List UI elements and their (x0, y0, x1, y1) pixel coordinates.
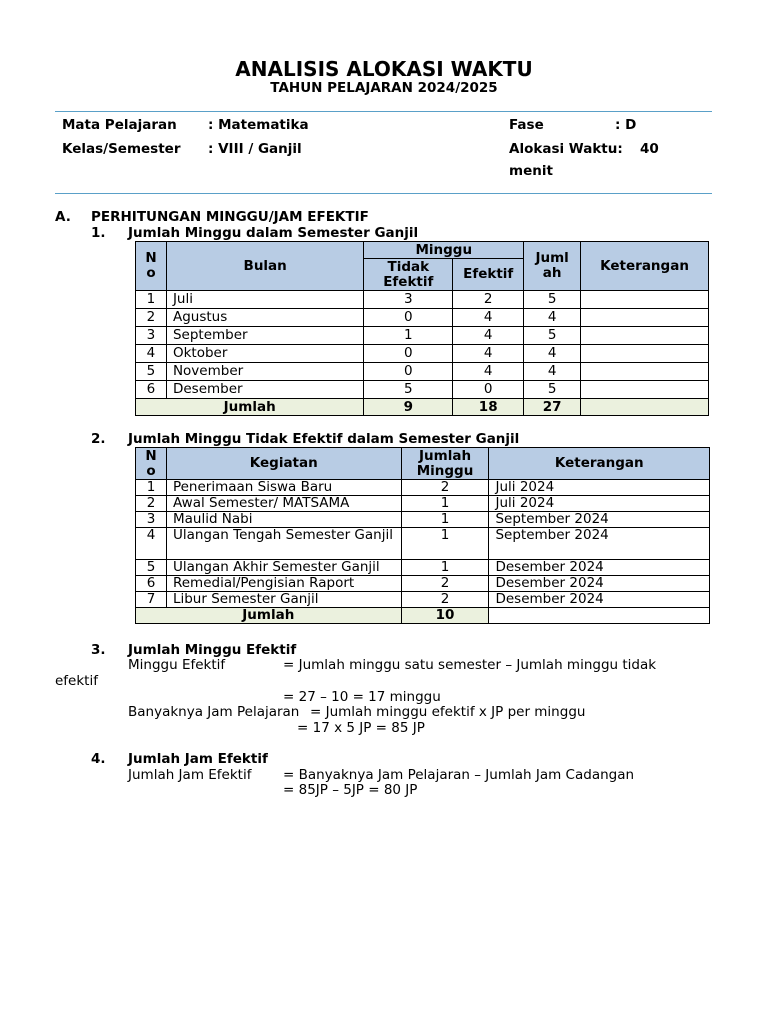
minggu-efektif-result: = 27 – 10 = 17 minggu (283, 689, 441, 705)
total-row (136, 608, 710, 624)
sub1-number: 1. (91, 225, 106, 241)
alokasi-unit: menit (509, 163, 553, 179)
sub4-number: 4. (91, 751, 106, 767)
cell-keterangan (581, 345, 709, 363)
col-no: N o (136, 448, 167, 480)
table-row (136, 309, 709, 327)
table-row (136, 528, 710, 560)
fase-label: Fase (509, 117, 544, 133)
cell-keterangan: Juli 2024 (489, 496, 710, 512)
alokasi-value: 40 (640, 141, 659, 157)
cell-no: 1 (136, 480, 167, 496)
mapel-label: Mata Pelajaran (62, 117, 177, 133)
cell-jumlah-minggu: 2 (401, 480, 489, 496)
jam-pelajaran-formula: = Jumlah minggu efektif x JP per minggu (310, 704, 586, 720)
cell-no: 4 (136, 345, 167, 363)
cell-no: 6 (136, 381, 167, 399)
cell-keterangan: Desember 2024 (489, 592, 710, 608)
col-keterangan: Keterangan (581, 242, 709, 291)
minggu-efektif-formula: = Jumlah minggu satu semester – Jumlah minggu tidak (283, 657, 657, 673)
sub1-title: Jumlah Minggu dalam Semester Ganjil (128, 225, 419, 241)
table-row (136, 363, 709, 381)
section-a-letter: A. (55, 209, 71, 225)
jam-pelajaran-label: Banyaknya Jam Pelajaran (128, 704, 300, 720)
cell-bulan: Desember (166, 381, 363, 399)
table-row (136, 381, 709, 399)
bottom-divider (55, 193, 712, 194)
document-subtitle: TAHUN PELAJARAN 2024/2025 (270, 80, 498, 96)
cell-keterangan: September 2024 (489, 528, 710, 560)
table-minggu-tidak-efektif (135, 447, 710, 624)
cell-keterangan: Juli 2024 (489, 480, 710, 496)
total-tidak-efektif: 9 (364, 399, 453, 416)
cell-no: 2 (136, 496, 167, 512)
cell-tidak-efektif: 5 (364, 381, 453, 399)
cell-efektif: 2 (453, 291, 524, 309)
col-bulan: Bulan (166, 242, 363, 291)
cell-bulan: Juli (166, 291, 363, 309)
cell-no: 6 (136, 576, 167, 592)
top-divider (55, 111, 712, 112)
cell-no: 7 (136, 592, 167, 608)
cell-keterangan (581, 291, 709, 309)
col-minggu: Minggu (364, 242, 524, 259)
cell-jumlah-minggu: 1 (401, 560, 489, 576)
jam-efektif-label: Jumlah Jam Efektif (128, 767, 252, 783)
cell-no: 2 (136, 309, 167, 327)
minggu-efektif-label: Minggu Efektif (128, 657, 226, 673)
sub2-title: Jumlah Minggu Tidak Efektif dalam Semester Ganjil (128, 431, 520, 447)
minggu-efektif-formula-wrap: efektif (55, 673, 98, 689)
kelas-label: Kelas/Semester (62, 141, 181, 157)
cell-tidak-efektif: 0 (364, 363, 453, 381)
total-keterangan (581, 399, 709, 416)
cell-bulan: September (166, 327, 363, 345)
cell-kegiatan: Penerimaan Siswa Baru (166, 480, 401, 496)
cell-jumlah: 4 (524, 309, 581, 327)
fase-value: : D (615, 117, 637, 133)
cell-kegiatan: Ulangan Akhir Semester Ganjil (166, 560, 401, 576)
table-row (136, 291, 709, 309)
cell-no: 1 (136, 291, 167, 309)
col-kegiatan: Kegiatan (166, 448, 401, 480)
table-row (136, 576, 710, 592)
table-row (136, 592, 710, 608)
total-row (136, 399, 709, 416)
cell-no: 3 (136, 512, 167, 528)
cell-no: 5 (136, 560, 167, 576)
alokasi-label: Alokasi Waktu: (509, 141, 623, 157)
col-no: N o (136, 242, 167, 291)
sub3-title: Jumlah Minggu Efektif (128, 642, 297, 658)
total-label: Jumlah (136, 399, 364, 416)
cell-jumlah: 5 (524, 327, 581, 345)
col-tidak-efektif: Tidak Efektif (364, 259, 453, 291)
total-label: Jumlah (136, 608, 402, 624)
cell-keterangan: Desember 2024 (489, 576, 710, 592)
cell-kegiatan: Remedial/Pengisian Raport (166, 576, 401, 592)
col-jumlah: Juml ah (524, 242, 581, 291)
jam-pelajaran-result: = 17 x 5 JP = 85 JP (297, 720, 425, 736)
col-efektif: Efektif (453, 259, 524, 291)
cell-tidak-efektif: 3 (364, 291, 453, 309)
sub2-number: 2. (91, 431, 106, 447)
cell-keterangan (581, 309, 709, 327)
document-title: ANALISIS ALOKASI WAKTU (235, 57, 533, 81)
cell-tidak-efektif: 0 (364, 345, 453, 363)
table-row (136, 480, 710, 496)
cell-efektif: 4 (453, 363, 524, 381)
cell-no: 3 (136, 327, 167, 345)
sub4-title: Jumlah Jam Efektif (128, 751, 268, 767)
cell-no: 5 (136, 363, 167, 381)
table-row (136, 560, 710, 576)
total-jumlah: 27 (524, 399, 581, 416)
cell-jumlah-minggu: 1 (401, 528, 489, 560)
cell-jumlah-minggu: 2 (401, 576, 489, 592)
table-minggu-semester (135, 241, 709, 416)
cell-bulan: Oktober (166, 345, 363, 363)
col-jumlah-minggu: Jumlah Minggu (401, 448, 489, 480)
cell-efektif: 4 (453, 345, 524, 363)
cell-jumlah-minggu: 1 (401, 496, 489, 512)
table-row (136, 345, 709, 363)
cell-keterangan (581, 381, 709, 399)
cell-keterangan: Desember 2024 (489, 560, 710, 576)
sub3-number: 3. (91, 642, 106, 658)
cell-tidak-efektif: 0 (364, 309, 453, 327)
cell-tidak-efektif: 1 (364, 327, 453, 345)
cell-jumlah: 4 (524, 345, 581, 363)
jam-efektif-result: = 85JP – 5JP = 80 JP (283, 782, 418, 798)
cell-kegiatan: Ulangan Tengah Semester Ganjil (166, 528, 401, 560)
total-keterangan (489, 608, 710, 624)
col-keterangan: Keterangan (489, 448, 710, 480)
total-jumlah: 10 (401, 608, 489, 624)
section-a-title: PERHITUNGAN MINGGU/JAM EFEKTIF (91, 209, 369, 225)
cell-keterangan (581, 327, 709, 345)
table-row (136, 496, 710, 512)
cell-jumlah: 5 (524, 291, 581, 309)
cell-keterangan (581, 363, 709, 381)
cell-jumlah-minggu: 1 (401, 512, 489, 528)
total-efektif: 18 (453, 399, 524, 416)
cell-jumlah: 4 (524, 363, 581, 381)
cell-efektif: 4 (453, 309, 524, 327)
table-row (136, 512, 710, 528)
cell-kegiatan: Libur Semester Ganjil (166, 592, 401, 608)
cell-efektif: 0 (453, 381, 524, 399)
cell-keterangan: September 2024 (489, 512, 710, 528)
cell-no: 4 (136, 528, 167, 560)
jam-efektif-formula: = Banyaknya Jam Pelajaran – Jumlah Jam Cadangan (283, 767, 635, 783)
cell-jumlah-minggu: 2 (401, 592, 489, 608)
kelas-value: : VIII / Ganjil (208, 141, 302, 157)
table-row (136, 327, 709, 345)
cell-efektif: 4 (453, 327, 524, 345)
cell-bulan: November (166, 363, 363, 381)
cell-kegiatan: Awal Semester/ MATSAMA (166, 496, 401, 512)
cell-kegiatan: Maulid Nabi (166, 512, 401, 528)
cell-bulan: Agustus (166, 309, 363, 327)
cell-jumlah: 5 (524, 381, 581, 399)
mapel-value: : Matematika (208, 117, 309, 133)
